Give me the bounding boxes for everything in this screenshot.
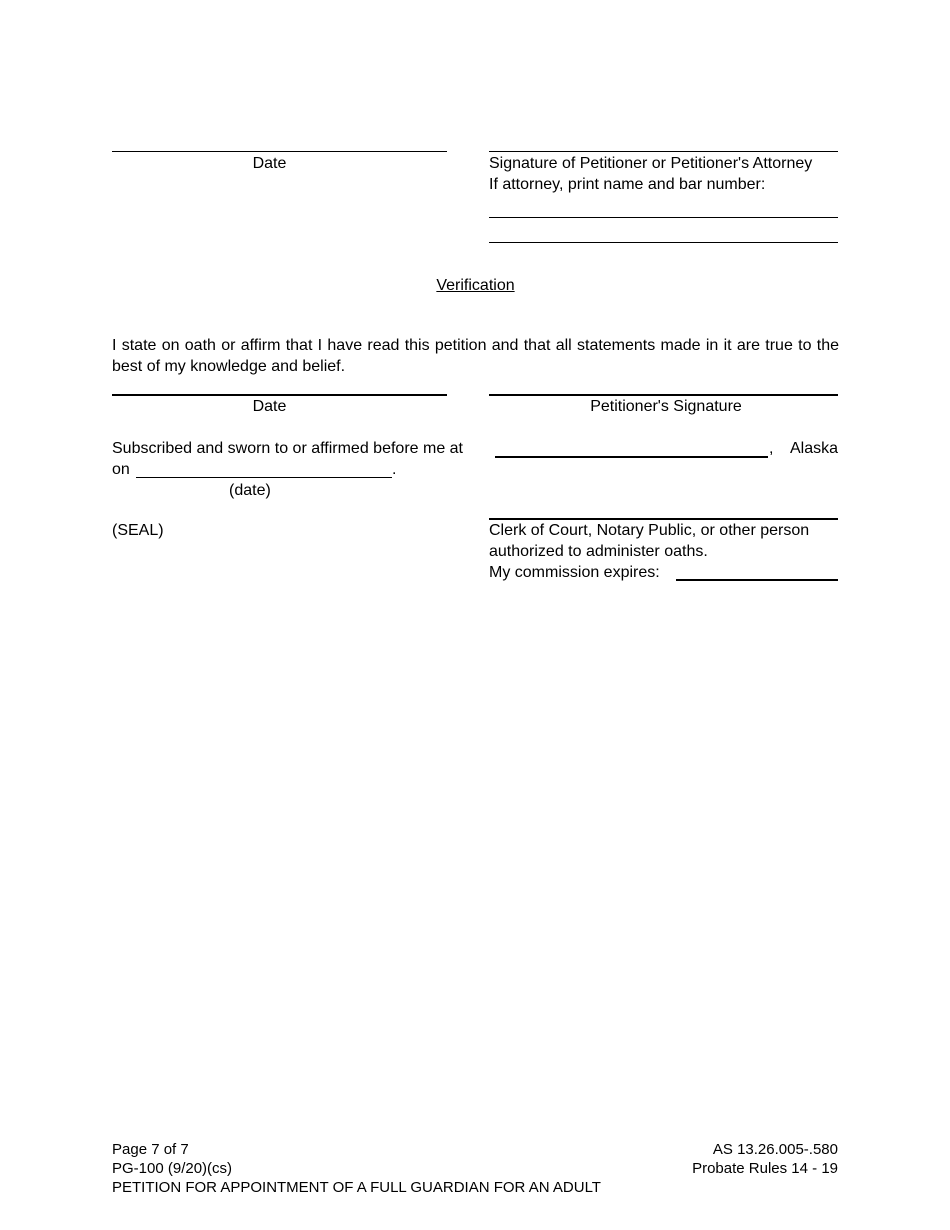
state-name: Alaska — [790, 440, 839, 457]
seal-label: (SEAL) — [112, 522, 164, 539]
location-comma: , — [769, 440, 774, 457]
petitioner-signature-line[interactable] — [489, 151, 838, 152]
verification-statement: I state on oath or affirm that I have read this petition and that all statements made in it are true to the best of my knowledge and belief. — [112, 337, 839, 375]
verification-signature-line[interactable] — [489, 394, 838, 396]
verification-date-label: Date — [252, 398, 287, 415]
date-signature-line[interactable] — [112, 151, 447, 152]
attorney-name-line[interactable] — [489, 217, 838, 218]
attorney-instruction: If attorney, print name and bar number: — [489, 176, 766, 193]
footer-form-title: PETITION FOR APPOINTMENT OF A FULL GUARDIAN FOR AN ADULT — [112, 1179, 601, 1196]
footer-page-number: Page 7 of 7 — [112, 1141, 189, 1158]
official-signature-line[interactable] — [489, 518, 838, 520]
attorney-bar-number-line[interactable] — [489, 242, 838, 243]
official-title-line1: Clerk of Court, Notary Public, or other person — [489, 522, 810, 539]
verification-heading: Verification — [436, 277, 515, 294]
verification-date-line[interactable] — [112, 394, 447, 396]
official-title-line2: authorized to administer oaths. — [489, 543, 708, 560]
petitioner-signature-label-verification: Petitioner's Signature — [590, 398, 742, 415]
sworn-date-line[interactable] — [136, 477, 392, 478]
footer-form-number: PG-100 (9/20)(cs) — [112, 1160, 233, 1177]
footer-rules: Probate Rules 14 - 19 — [692, 1160, 838, 1177]
footer-statute: AS 13.26.005-.580 — [712, 1141, 838, 1158]
subscribed-sworn-text: Subscribed and sworn to or affirmed before me at — [112, 440, 463, 457]
location-line[interactable] — [495, 456, 768, 458]
petitioner-signature-label: Signature of Petitioner or Petitioner's Attorney — [489, 155, 813, 172]
date-period: . — [392, 461, 397, 478]
commission-expires-line[interactable] — [676, 579, 838, 581]
date-label: Date — [252, 155, 287, 172]
on-text: on — [112, 461, 130, 478]
commission-expires-label: My commission expires: — [489, 564, 660, 581]
date-hint: (date) — [229, 482, 271, 499]
